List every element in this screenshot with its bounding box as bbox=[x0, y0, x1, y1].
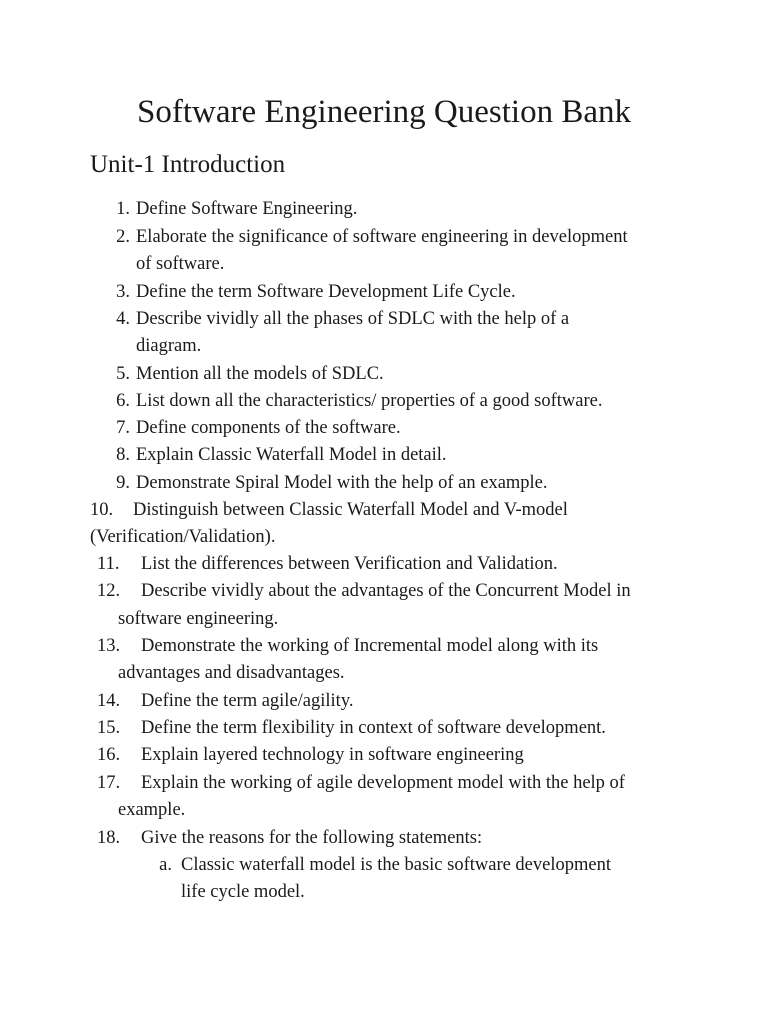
sub-item-letter: a. bbox=[159, 855, 172, 875]
question-text: Define the term Software Development Life Cycle. bbox=[136, 282, 516, 302]
question-text: Distinguish between Classic Waterfall Model and V-model bbox=[133, 500, 568, 520]
question-number: 13. bbox=[97, 636, 121, 656]
question-text: diagram. bbox=[136, 336, 202, 356]
question-number: 12. bbox=[97, 581, 121, 601]
question-number: 4. bbox=[116, 309, 130, 329]
question-text: Describe vividly about the advantages of the Concurrent Model in bbox=[141, 581, 631, 601]
question-text: advantages and disadvantages. bbox=[118, 663, 345, 683]
question-number: 15. bbox=[97, 718, 121, 738]
question-number: 7. bbox=[116, 418, 130, 438]
question-text: Define Software Engineering. bbox=[136, 199, 358, 219]
question-text: Demonstrate the working of Incremental model along with its bbox=[141, 636, 599, 656]
question-number: 3. bbox=[116, 282, 130, 302]
question-text: Mention all the models of SDLC. bbox=[136, 364, 384, 384]
question-text: Describe vividly all the phases of SDLC with the help of a bbox=[136, 309, 570, 329]
question-text: Give the reasons for the following statements: bbox=[141, 828, 483, 848]
question-number: 8. bbox=[116, 445, 130, 465]
question-text: Elaborate the significance of software engineering in development bbox=[136, 227, 628, 247]
question-number: 1. bbox=[116, 199, 130, 219]
question-number: 2. bbox=[116, 227, 130, 247]
page-title: Software Engineering Question Bank bbox=[137, 94, 631, 130]
question-text: example. bbox=[118, 800, 186, 820]
question-text: software engineering. bbox=[118, 609, 279, 629]
question-text: Demonstrate Spiral Model with the help of an example. bbox=[136, 473, 548, 493]
question-number: 5. bbox=[116, 364, 130, 384]
question-text: Explain the working of agile development model with the help of bbox=[141, 773, 625, 793]
question-number: 11. bbox=[97, 554, 120, 574]
question-text: List down all the characteristics/ properties of a good software. bbox=[136, 391, 603, 411]
question-number: 16. bbox=[97, 745, 121, 765]
unit-heading: Unit-1 Introduction bbox=[90, 151, 286, 178]
question-number: 6. bbox=[116, 391, 130, 411]
question-number: 10. bbox=[90, 500, 114, 520]
question-text: Define components of the software. bbox=[136, 418, 401, 438]
question-number: 18. bbox=[97, 828, 121, 848]
question-text: Explain Classic Waterfall Model in detail. bbox=[136, 445, 447, 465]
question-number: 9. bbox=[116, 473, 130, 493]
question-text: List the differences between Verification and Validation. bbox=[141, 554, 558, 574]
question-text: Explain layered technology in software engineering bbox=[141, 745, 524, 765]
sub-item-text: life cycle model. bbox=[181, 882, 305, 902]
question-number: 17. bbox=[97, 773, 121, 793]
sub-item-text: Classic waterfall model is the basic software development bbox=[181, 855, 611, 875]
question-text: of software. bbox=[136, 254, 225, 274]
question-text: Define the term flexibility in context of software development. bbox=[141, 718, 606, 738]
question-text: (Verification/Validation). bbox=[90, 527, 276, 547]
question-number: 14. bbox=[97, 691, 121, 711]
question-text: Define the term agile/agility. bbox=[141, 691, 354, 711]
